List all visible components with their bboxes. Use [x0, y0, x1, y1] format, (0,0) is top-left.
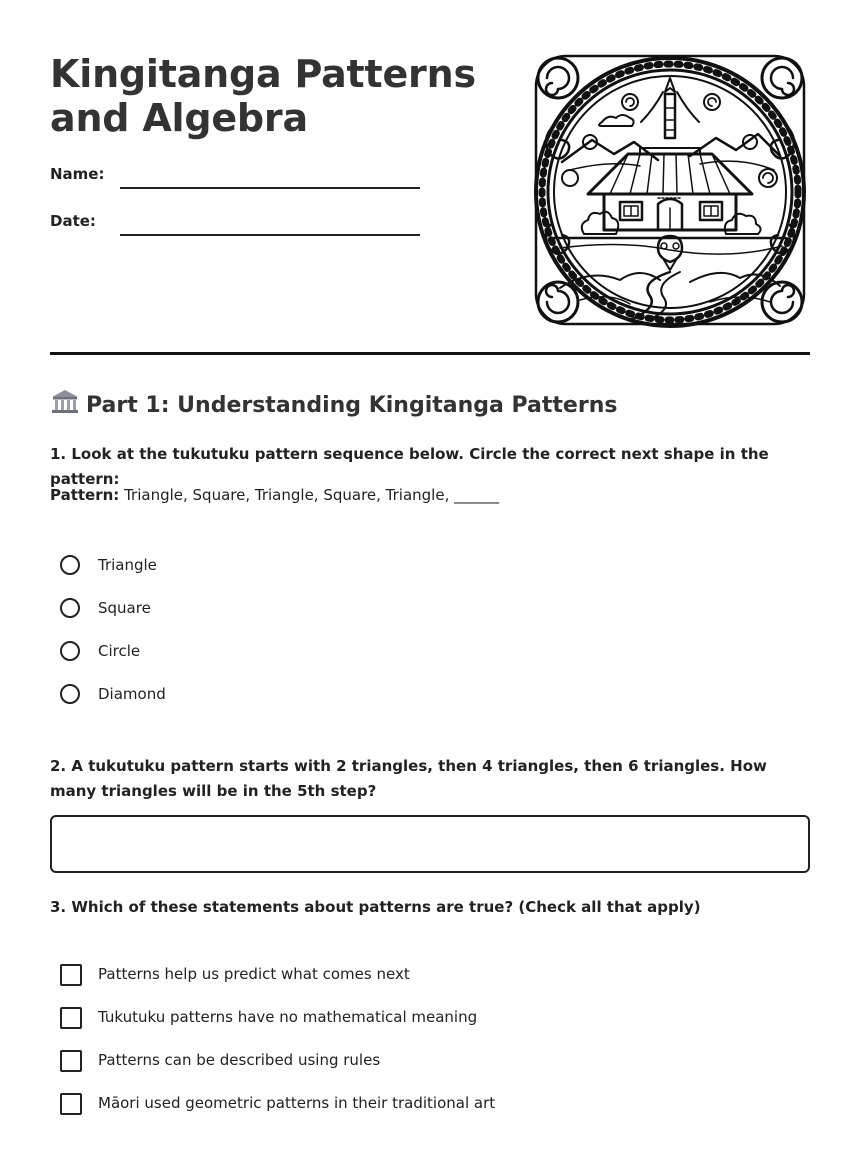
pattern-label: Pattern: — [50, 486, 120, 504]
option-label: Tukutuku patterns have no mathematical meaning — [98, 1008, 478, 1026]
checkbox[interactable] — [60, 1007, 82, 1029]
radio-button[interactable] — [60, 641, 80, 661]
option-label: Square — [98, 599, 151, 617]
part1-heading — [50, 388, 617, 418]
date-field — [50, 212, 420, 242]
question-2-answer-input[interactable] — [50, 815, 810, 873]
radio-button[interactable] — [60, 684, 80, 704]
question-2-prompt: 2. A tukutuku pattern starts with 2 triangles, then 4 triangles, then 6 triangles. How many triangles will be in the 5th step? — [50, 757, 767, 800]
date-label: Date: — [50, 212, 96, 230]
q3-option-2[interactable] — [60, 1006, 660, 1032]
part1-title: Part 1: Understanding Kingitanga Patterns — [86, 393, 618, 418]
q3-option-4[interactable] — [60, 1092, 660, 1118]
q1-option-square[interactable] — [60, 597, 660, 623]
option-label: Diamond — [98, 685, 166, 703]
pattern-text: Triangle, Square, Triangle, Square, Triangle, ______ — [124, 486, 500, 504]
checkbox[interactable] — [60, 964, 82, 986]
kingitanga-emblem-icon — [530, 50, 810, 330]
question-1-prompt: 1. Look at the tukutuku pattern sequence below. Circle the correct next shape in the pattern: — [50, 445, 769, 488]
radio-button[interactable] — [60, 555, 80, 575]
q3-option-1[interactable] — [60, 963, 660, 989]
option-label: Māori used geometric patterns in their traditional art — [98, 1094, 496, 1112]
checkbox[interactable] — [60, 1093, 82, 1115]
classical-building-icon — [50, 388, 80, 416]
name-label: Name: — [50, 165, 105, 183]
worksheet-page — [50, 0, 810, 1112]
checkbox[interactable] — [60, 1050, 82, 1072]
pattern-sequence — [50, 486, 499, 504]
q1-option-diamond[interactable] — [60, 683, 660, 709]
q1-option-circle[interactable] — [60, 640, 660, 666]
option-label: Circle — [98, 642, 141, 660]
option-label: Triangle — [98, 556, 157, 574]
question-3-prompt: 3. Which of these statements about patterns are true? (Check all that apply) — [50, 898, 701, 916]
name-input-line[interactable] — [120, 187, 420, 189]
q3-option-3[interactable] — [60, 1049, 660, 1075]
option-label: Patterns help us predict what comes next — [98, 965, 410, 983]
date-input-line[interactable] — [120, 234, 420, 236]
worksheet-header — [50, 0, 810, 355]
radio-button[interactable] — [60, 598, 80, 618]
worksheet-title: Kingitanga Patterns and Algebra — [50, 52, 476, 140]
name-field — [50, 165, 420, 195]
option-label: Patterns can be described using rules — [98, 1051, 381, 1069]
q1-option-triangle[interactable] — [60, 554, 660, 580]
